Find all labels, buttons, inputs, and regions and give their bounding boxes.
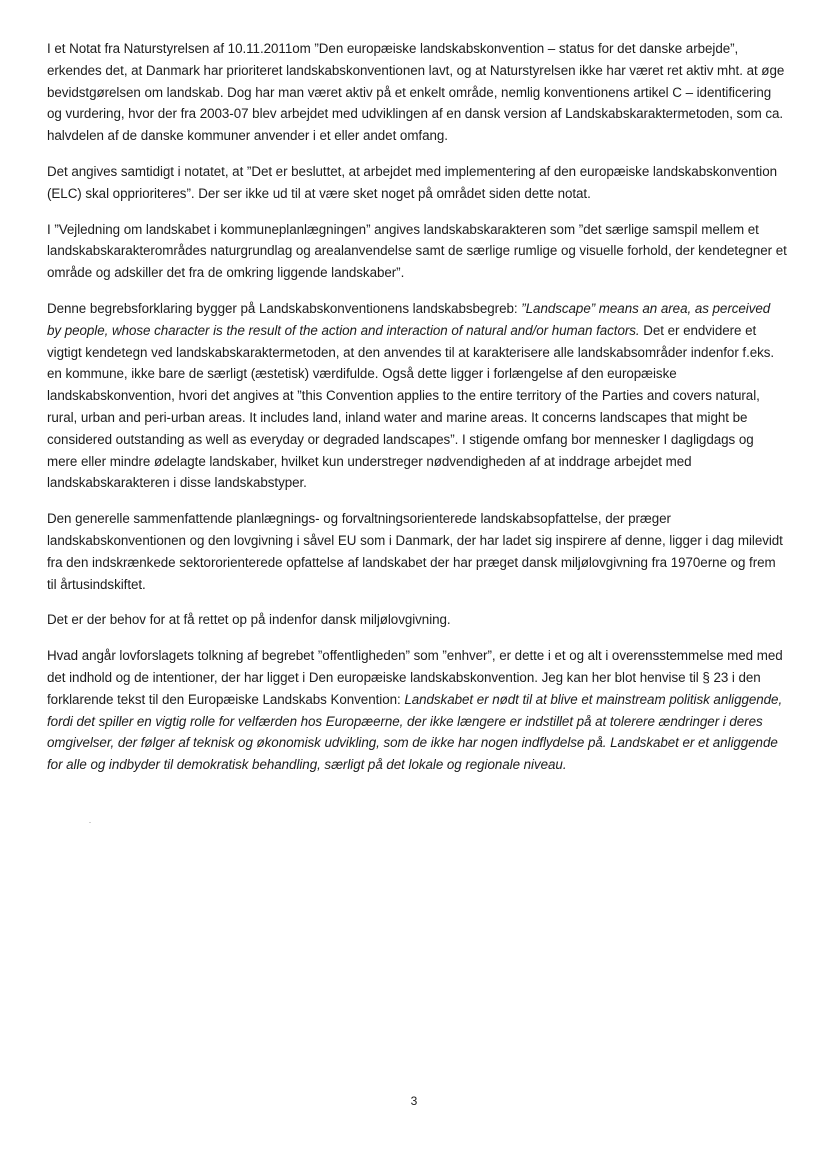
paragraph-7-quote-italic: Landskabet er nødt til at blive et mainstream politisk anliggende, fordi det spiller en vigtig rolle for velfærden hos Europæerne, der ikke længere er indstillet på at tolerere ændringer i deres omgivelser, der følger af teknisk og økonomisk udvikling, som de ikke har nogen indflydelse på. Landskabet er et anliggende for alle og indbyder til demokratisk behandling, særligt på det lokale og regionale niveau. xyxy=(47,691,783,773)
scan-speck xyxy=(89,822,91,823)
page-number: 3 xyxy=(410,1094,418,1108)
paragraph-2 xyxy=(47,161,787,205)
paragraph-4-quote-italic: ”Landscape” means an area, as perceived by people, whose character is the result of the action and interaction of natural and/or human factors. xyxy=(47,300,771,338)
paragraph-7-text-intro: Hvad angår lovforslagets tolkning af begrebet ”offentligheden” som ”enhver”, er dette i et og alt i overensstemmelse med med det indhold og de intentioner, der har ligget i Den europæiske landskabskonvention. Jeg kan her blot henvise til § 23 i den forklarende tekst til den Europæiske Landskabs Konvention: xyxy=(47,648,783,707)
paragraph-4-text-rest: Det er endvidere et vigtigt kendetegn ved landskabskaraktermetoden, at den anvendes til at karakterisere alle landskabsområder indenfor f.eks. en kommune, ikke bare de særligt (æstetisk) værdifulde. Også dette ligger i forlængelse af den europæiske landskabskonvention, hvori det angives at ”this Convention applies to the entire territory of the Parties and covers natural, rural, urban and peri-urban areas. It includes land, inland water and marine areas. It concerns landscapes that might be considered outstanding as well as everyday or degraded landscapes”. I stigende omfang bor mennesker I dagligdags og mere eller mindre ødelagte landskaber, hvilket kun understreger nødvendigheden af at inddrage arbejdet med landskabskarakteren i disse landskabstyper. xyxy=(47,322,775,491)
paragraph-2-text: Det angives samtidigt i notatet, at ”Det er besluttet, at arbejdet med implementering af den europæiske landskabskonvention (ELC) skal opprioriteres”. Der ser ikke ud til at være sket noget på området siden dette notat. xyxy=(47,163,778,201)
paragraph-3 xyxy=(47,219,787,284)
paragraph-6-text: Det er der behov for at få rettet op på indenfor dansk miljølovgivning. xyxy=(47,612,451,628)
paragraph-4 xyxy=(47,298,787,494)
paragraph-1-text: I et Notat fra Naturstyrelsen af 10.11.2011om ”Den europæiske landskabskonvention – status for det danske arbejde”, erkendes det, at Danmark har prioriteret landskabskonventionen lavt, og at Naturstyrelsen ikke har været ret aktiv mht. at øge bevidstgørelsen om landskab. Dog har man været aktiv på et enkelt område, nemlig konventionens artikel C – identificering og vurdering, hvor der fra 2003-07 blev arbejdet med udviklingen af en dansk version af Landskabskaraktermetoden, som ca. halvdelen af de danske kommuner anvender i et eller andet omfang. xyxy=(47,41,785,144)
document-body xyxy=(47,38,787,790)
paragraph-5 xyxy=(47,508,787,595)
paragraph-4-text-intro: Denne begrebsforklaring bygger på Landskabskonventionens landskabsbegreb: xyxy=(47,300,522,316)
paragraph-1 xyxy=(47,38,787,147)
paragraph-3-text: I ”Vejledning om landskabet i kommuneplanlægningen” angives landskabskarakteren som ”det særlige samspil mellem et landskabskarakterområdes naturgrundlag og arealanvendelse samt de særlige rumlige og visuelle forhold, der kendetegner et område og adskiller det fra de omkring liggende landskaber”. xyxy=(47,221,787,281)
paragraph-6 xyxy=(47,609,787,631)
paragraph-5-text: Den generelle sammenfattende planlægnings- og forvaltningsorienterede landskabsopfattelse, der præger landskabskonventionen og den lovgivning i såvel EU som i Danmark, der har ladet sig inspirere af denne, ligger i dag milevidt fra den indskrænkede sektororienterede opfattelse af landskabet der har præget dansk miljølovgivning fra 1970erne og frem til årtusindskiftet. xyxy=(47,511,783,592)
paragraph-7 xyxy=(47,645,787,776)
